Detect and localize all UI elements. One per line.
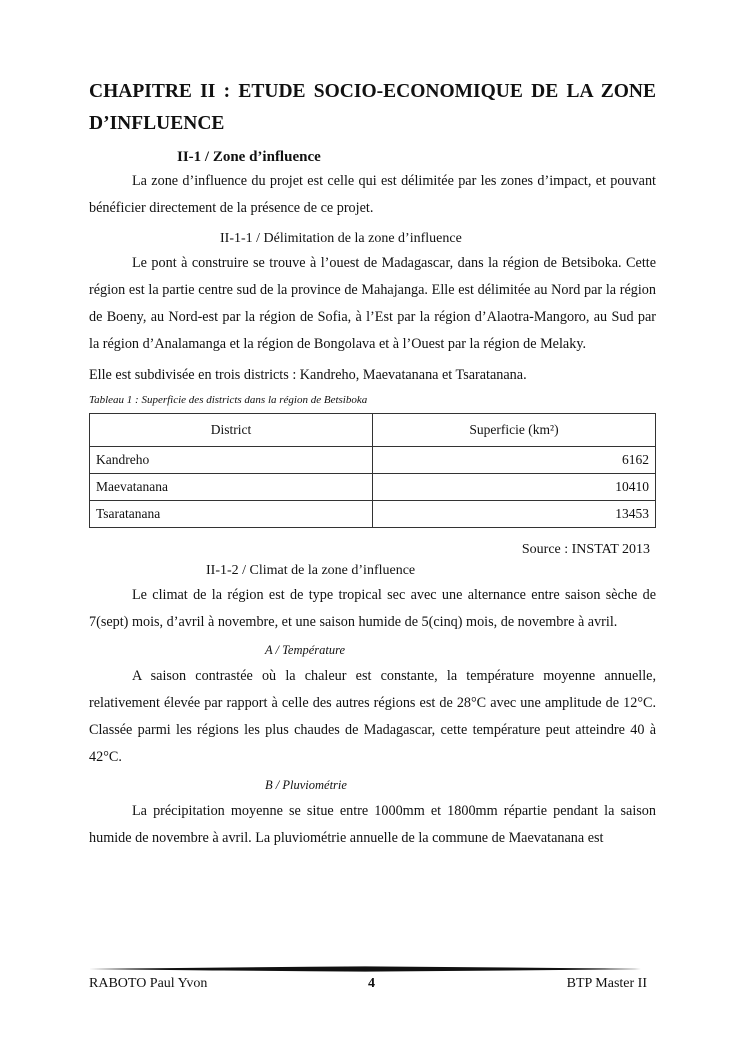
column-header-superficie: Superficie (km²)	[373, 414, 656, 447]
pluviometrie-paragraph: La précipitation moyenne se situe entre 1000mm et 1800mm répartie pendant la saison humide de novembre à avril. La pluviométrie annuelle de la commune de Maevatanana est	[89, 803, 656, 846]
districts-table	[89, 413, 656, 528]
table-row	[90, 474, 656, 501]
superficie-cell: 10410	[373, 474, 656, 501]
subsection-heading-delimitation: II-1-1 / Délimitation de la zone d’influence	[220, 231, 462, 246]
table-row	[90, 447, 656, 474]
section-intro-paragraph: La zone d’influence du projet est celle qui est délimitée par les zones d’impact, et pouvant bénéficier directement de la présence de ce projet.	[89, 173, 656, 216]
chapter-title: CHAPITRE II : ETUDE SOCIO-ECONOMIQUE DE LA ZONE D’INFLUENCE	[89, 81, 656, 134]
superficie-cell: 13453	[373, 501, 656, 528]
subsection-heading-climat: II-1-2 / Climat de la zone d’influence	[206, 563, 416, 578]
footer-divider	[89, 966, 641, 972]
districts-sentence: Elle est subdivisée en trois districts : Kandreho, Maevatanana et Tsaratanana.	[89, 367, 527, 383]
climat-paragraph: Le climat de la région est de type tropical sec avec une alternance entre saison sèche de 7(sept) mois, d’avril à novembre, et une saison humide de 5(cinq) mois, de novembre à avril.	[89, 587, 656, 630]
table-row	[90, 501, 656, 528]
heading-pluviometrie: B / Pluviométrie	[265, 778, 347, 792]
temperature-paragraph: A saison contrastée où la chaleur est constante, la température moyenne annuelle, relativement élevée par rapport à celle des autres régions est de 28°C avec une amplitude de 12°C. Classée parmi les régions les plus chaudes de Madagascar, cette température peut atteindre 40 à 42°C.	[89, 668, 656, 765]
footer-page-number: 4	[368, 976, 375, 991]
district-cell: Kandreho	[90, 447, 373, 474]
section-heading-zone-influence: II-1 / Zone d’influence	[177, 149, 321, 165]
delimitation-paragraph: Le pont à construire se trouve à l’ouest de Madagascar, dans la région de Betsiboka. Cette région est la partie centre sud de la province de Mahajanga. Elle est délimitée au Nord par la région de Boeny, au Nord-est par la région de Sofia, à l’Est par la région d’Alaotra-Mangoro, au Sud par la région d’Analamanga et la région de Bongolava et à l’Ouest par la région de Melaky.	[89, 255, 656, 352]
column-header-district: District	[90, 414, 373, 447]
table-caption: Tableau 1 : Superficie des districts dans la région de Betsiboka	[89, 394, 368, 406]
district-cell: Maevatanana	[90, 474, 373, 501]
page-content	[89, 76, 656, 852]
district-cell: Tsaratanana	[90, 501, 373, 528]
table-source: Source : INSTAT 2013	[521, 542, 650, 557]
heading-temperature: A / Température	[265, 643, 346, 657]
footer-author: RABOTO Paul Yvon	[89, 976, 208, 991]
footer-program: BTP Master II	[566, 976, 647, 991]
superficie-cell: 6162	[373, 447, 656, 474]
table-header-row	[90, 414, 656, 447]
